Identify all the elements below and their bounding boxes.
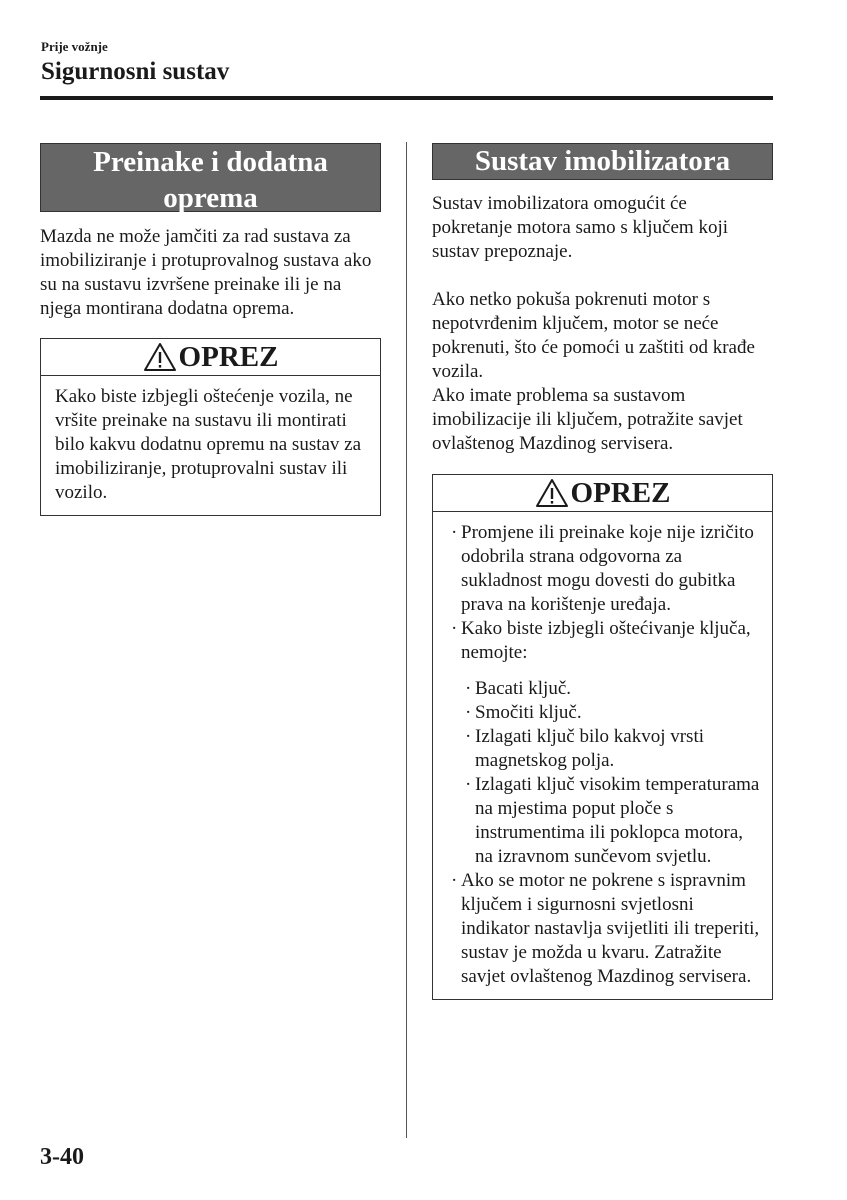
list-item	[465, 773, 764, 869]
page-number: 3-40	[40, 1144, 84, 1170]
bullet-dot: ·	[465, 702, 472, 723]
header-rule	[40, 96, 773, 100]
left-caution-title: OPREZ	[178, 341, 279, 373]
page-title: Sigurnosni sustav	[41, 58, 230, 85]
bullet-dot: ·	[451, 522, 458, 543]
list-item	[451, 869, 764, 989]
right-caution-title: OPREZ	[570, 477, 671, 509]
sub-list	[451, 677, 764, 869]
right-caution-header	[433, 475, 772, 512]
caution-sub-1: Bacati ključ.	[475, 678, 572, 699]
left-column	[40, 143, 381, 516]
caution-sub-4: Izlagati ključ visokim temperaturama na mjestima poput ploče s instrumentima ili poklopca motora, na izravnom sunčevom svjetlu.	[475, 774, 760, 867]
column-divider	[406, 142, 407, 1138]
caution-bullet-2: Kako biste izbjegli oštećivanje ključa, nemojte:	[461, 618, 751, 663]
warning-triangle-icon	[535, 478, 569, 508]
list-item	[465, 725, 764, 773]
list-item	[451, 521, 764, 617]
right-paragraph-3: Ako imate problema sa sustavom imobilizacije ili ključem, potražite savjet ovlaštenog Mazdinog servisera.	[432, 385, 743, 454]
left-section-heading	[40, 143, 381, 212]
right-section-heading: Sustav imobilizatora	[432, 143, 773, 180]
bullet-dot: ·	[465, 774, 472, 795]
right-paragraph-2: Ako netko pokuša pokrenuti motor s nepotvrđenim ključem, motor se neće pokrenuti, što će pomoći u zaštiti od krađe vozila.	[432, 289, 755, 382]
list-item	[465, 677, 764, 701]
left-paragraph: Mazda ne može jamčiti za rad sustava za imobiliziranje i protuprovalnog sustava ako su na sustavu izvršene preinake ili je na njega montirana dodatna oprema.	[40, 226, 372, 319]
left-heading-line2: oprema	[163, 182, 258, 214]
warning-triangle-icon	[143, 342, 177, 372]
right-caution-box	[432, 474, 773, 1000]
bullet-dot: ·	[465, 678, 472, 699]
left-caution-text: Kako biste izbjegli oštećenje vozila, ne vršite preinake na sustavu ili montirati bilo kakvu dodatnu opremu na sustav za imobiliziranje, protuprovalni sustav ili vozilo.	[55, 386, 362, 503]
caution-sub-2: Smočiti ključ.	[475, 702, 582, 723]
left-heading-line1: Preinake i dodatna	[93, 146, 328, 178]
breadcrumb: Prije vožnje	[41, 39, 108, 54]
bullet-dot: ·	[451, 870, 458, 891]
caution-bullet-3: Ako se motor ne pokrene s ispravnim ključem i sigurnosni svjetlosni indikator nastavlja svijetliti ili treperiti, sustav je možda u kvaru. Zatražite savjet ovlaštenog Mazdinog servisera.	[461, 870, 760, 987]
right-caution-body	[433, 512, 772, 999]
list-item	[465, 701, 764, 725]
bullet-dot: ·	[451, 618, 458, 639]
caution-bullet-1: Promjene ili preinake koje nije izričito odobrila strana odgovorna za sukladnost mogu dovesti do gubitka prava na korištenje uređaja.	[461, 522, 754, 615]
bullet-dot: ·	[465, 726, 472, 747]
left-caution-header	[41, 339, 380, 376]
left-caution-box	[40, 338, 381, 516]
right-column	[432, 143, 773, 1000]
list-item	[451, 617, 764, 665]
right-paragraph-1: Sustav imobilizatora omogućit će pokretanje motora samo s ključem koji sustav prepoznaje.	[432, 193, 729, 262]
caution-sub-3: Izlagati ključ bilo kakvoj vrsti magnetskog polja.	[475, 726, 705, 771]
